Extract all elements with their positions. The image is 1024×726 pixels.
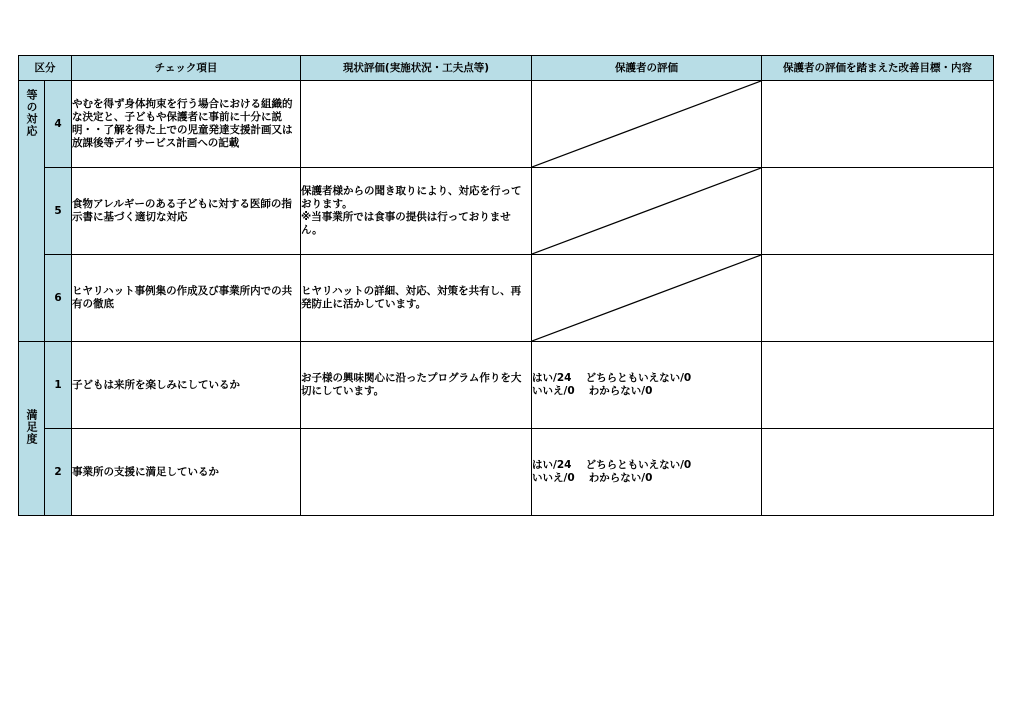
check-item-text: ヒヤリハット事例集の作成及び事業所内での共有の徹底 bbox=[72, 255, 301, 342]
guardian-eval-slash-cell bbox=[532, 81, 762, 168]
improvement-cell bbox=[762, 342, 994, 429]
improvement-cell bbox=[762, 81, 994, 168]
guardian-eval-cell: はい/24 どちらともいえない/0 いいえ/0 わからない/0 bbox=[532, 342, 762, 429]
guardian-eval-slash-cell bbox=[532, 168, 762, 255]
section-label-satisfaction: 満足度 bbox=[19, 342, 45, 516]
row-number: 4 bbox=[45, 81, 72, 168]
improvement-cell bbox=[762, 255, 994, 342]
check-item-text: 子どもは来所を楽しみにしているか bbox=[72, 342, 301, 429]
header-check-item: チェック項目 bbox=[72, 56, 301, 81]
header-current-eval: 現状評価(実施状況・工夫点等) bbox=[301, 56, 532, 81]
evaluation-table bbox=[18, 55, 994, 516]
diagonal-slash bbox=[532, 168, 761, 254]
table-row bbox=[19, 342, 994, 429]
current-eval-cell bbox=[301, 429, 532, 516]
table-row bbox=[19, 168, 994, 255]
improvement-cell bbox=[762, 168, 994, 255]
guardian-eval-cell: はい/24 どちらともいえない/0 いいえ/0 わからない/0 bbox=[532, 429, 762, 516]
row-number: 2 bbox=[45, 429, 72, 516]
header-row bbox=[19, 56, 994, 81]
header-guardian-eval: 保護者の評価 bbox=[532, 56, 762, 81]
current-eval-cell bbox=[301, 81, 532, 168]
improvement-cell bbox=[762, 429, 994, 516]
diagonal-slash bbox=[532, 81, 761, 167]
guardian-eval-slash-cell bbox=[532, 255, 762, 342]
row-number: 1 bbox=[45, 342, 72, 429]
current-eval-cell: ヒヤリハットの詳細、対応、対策を共有し、再発防止に活かしています。 bbox=[301, 255, 532, 342]
diagonal-slash bbox=[532, 255, 761, 341]
check-item-text: 食物アレルギーのある子どもに対する医師の指示書に基づく適切な対応 bbox=[72, 168, 301, 255]
table-row bbox=[19, 429, 994, 516]
check-item-text: 事業所の支援に満足しているか bbox=[72, 429, 301, 516]
table-row bbox=[19, 81, 994, 168]
current-eval-cell: お子様の興味関心に沿ったプログラム作りを大切にしています。 bbox=[301, 342, 532, 429]
row-number: 6 bbox=[45, 255, 72, 342]
check-item-text: やむを得ず身体拘束を行う場合における組織的な決定と、子どもや保護者に事前に十分に説明・・了解を得た上での児童発達支援計画又は放課後等デイサービス計画への記載 bbox=[72, 81, 301, 168]
table-row bbox=[19, 255, 994, 342]
header-improvement: 保護者の評価を踏まえた改善目標・内容 bbox=[762, 56, 994, 81]
current-eval-cell: 保護者様からの聞き取りにより、対応を行っております。 ※当事業所では食事の提供は行っておりません。 bbox=[301, 168, 532, 255]
row-number: 5 bbox=[45, 168, 72, 255]
header-category: 区分 bbox=[19, 56, 72, 81]
section-label-safety: 等の対応 bbox=[19, 81, 45, 342]
